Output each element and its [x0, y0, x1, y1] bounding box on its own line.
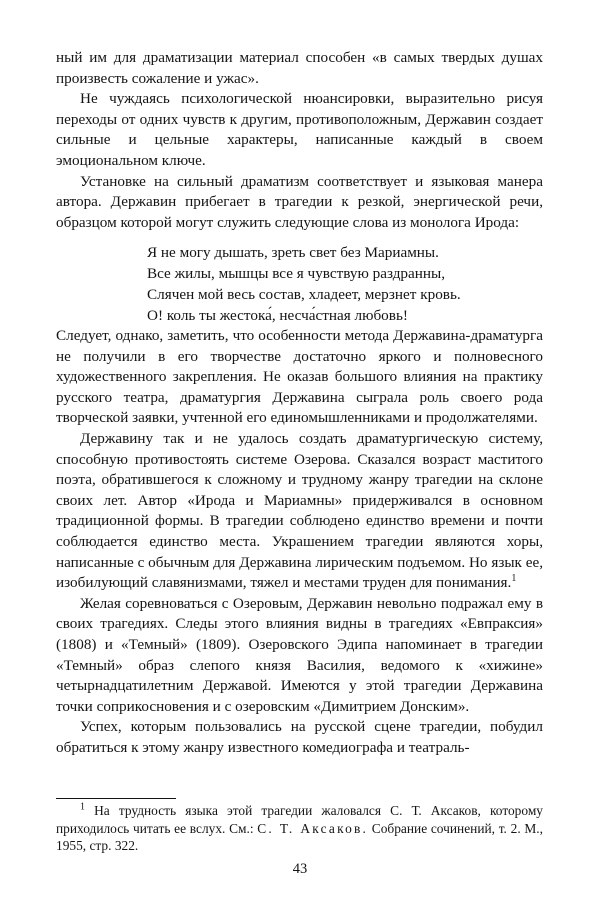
- footnote: [56, 802, 543, 855]
- footnote-text-before: На трудность языка этой трагедии жаловался С. Т. Аксаков, которому приходилось читать ее вслух. См.:: [56, 803, 543, 836]
- paragraph-continuation: ный им для драматизации материал способен «в самых твердых душах произвесть сожаление и ужас».: [56, 49, 543, 87]
- paragraph: Желая соревноваться с Озеровым, Державин невольно подражал ему в своих трагедиях. Следы этого влияния видны в трагедиях «Евпраксия» (1808) и «Темный» (1809). Озеровского Эдипа напоминает в трагедии «Темный» образ слепого князя Василия, ведомого к «хижине» четырнадцатилетним Державой. Имеются у этой трагедии Державина точки соприкосновения и с озеровским «Димитрием Донским».: [56, 594, 543, 715]
- footnote-marker: 1: [80, 801, 85, 813]
- footnote-text-after: Собрание сочинений, т. 2. М., 1955, стр. 322.: [56, 820, 543, 853]
- paragraph: Следует, однако, заметить, что особенности метода Державина-драматурга не получили в его творчестве достаточно яркого и полновесного художественного закрепления. Не оказав большого влияния на практику русского театра, драматургия Державина сыграла роль своего рода творческой заявки, учтенной его единомышленниками и продолжателями.: [56, 327, 543, 427]
- paragraph-text: Державину так и не удалось создать драматургическую систему, способную противостоять системе Озерова. Сказался возраст маститого поэта, обратившегося к сложному и трудному жанру трагедии на склоне своих лет. Автор «Ирода и Мариамны» придерживался в основном традиционной формы. В трагедии соблюдено единство времени и почти соблюдается единство места. Украшением трагедии являются хоры, написанные с обычным для Державина лирическим подъемом. Но язык ее, изобилующий славянизмами, тяжел и местами труден для понимания.: [56, 429, 543, 592]
- footnote-divider: [56, 798, 176, 799]
- footnote-reference: 1: [511, 573, 517, 585]
- paragraph: Успех, которым пользовались на русской сцене трагедии, побудил обратиться к этому жанру известного комедиографа и театраль-: [56, 718, 543, 756]
- paragraph-with-footnote: [56, 429, 543, 594]
- page-number: 43: [292, 861, 308, 877]
- poem-line: Я не могу дышать, зреть свет без Мариамны.: [147, 244, 439, 261]
- poem-quote: [147, 242, 547, 326]
- poem-line: Слячен мой весь состав, хладеет, мерзнет кровь.: [147, 286, 461, 303]
- paragraph: Не чуждаясь психологической нюансировки, выразительно рисуя переходы от одних чувств к другим, противоположным, Державин создает сильные и цельные характеры, написанные каждый в своем эмоциональном ключе.: [56, 90, 543, 169]
- footnote-author: С. Т. Аксаков.: [257, 820, 369, 836]
- poem-line: О! коль ты жестока́, несча́стная любовь!: [147, 307, 408, 324]
- main-text-block: [56, 326, 543, 758]
- paragraph: Установке на сильный драматизм соответствует и языковая манера автора. Державин прибегает в трагедии к резкой, энергической речи, образцом которой могут служить следующие слова из монолога Ирода:: [56, 172, 543, 231]
- poem-line: Все жилы, мышцы все я чувствую раздранны,: [147, 265, 446, 282]
- top-text-block: [56, 48, 543, 233]
